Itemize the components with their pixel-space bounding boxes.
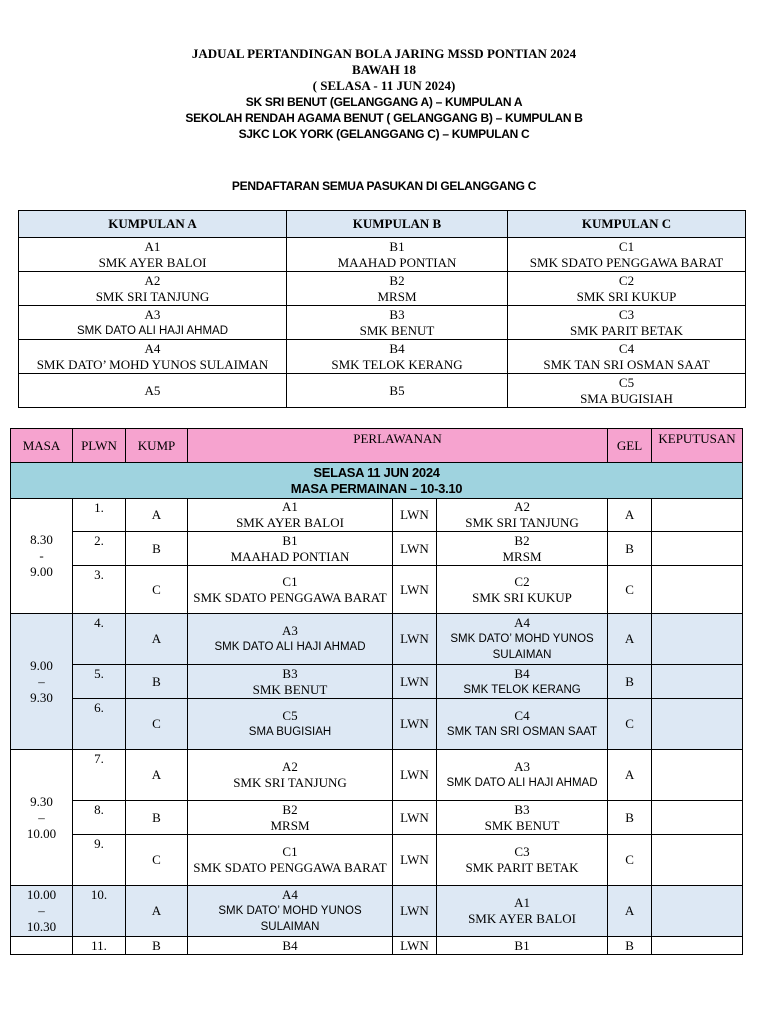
team1-cell [188,801,393,835]
time-slot-cell [11,499,73,614]
court-cell: C [608,835,652,886]
venue-line-b: SEKOLAH RENDAH AGAMA BENUT ( GELANGGANG B) – KUMPULAN B [185,111,583,125]
team2-name: SMK SRI TANJUNG [465,515,579,530]
team-code: A1 [144,238,161,254]
team1-code: A3 [282,623,298,638]
group-c-header: KUMPULAN C [508,211,746,238]
group-team-cell [19,272,287,306]
groups-header-row [19,211,746,238]
group-team-cell [287,340,508,374]
plwn-header: PLWN [73,429,126,463]
time-slot-text: – [38,809,45,825]
group-team-cell [508,238,746,272]
team2-code: C3 [514,844,530,859]
team2-cell [437,750,608,801]
team-code: C3 [618,306,635,322]
team1-cell [188,532,393,566]
groups-row [19,272,746,306]
team2-code: C4 [514,708,530,723]
day-banner [11,463,743,499]
team-name: SMK SRI TANJUNG [95,288,210,304]
match-number: 1. [73,499,126,532]
time-slot-text: - [39,548,44,563]
time-slot-cell [11,886,73,937]
match-group: B [126,801,188,835]
team2-name: SMK PARIT BETAK [465,860,579,875]
result-cell [652,886,743,937]
team-name: MRSM [377,288,417,304]
team-code: C4 [618,340,635,356]
match-row [11,886,743,937]
match-row [11,499,743,532]
team1-name: SMA BUGISIAH [248,726,332,738]
versus-label: LWN [393,699,437,750]
title-line-2: BAWAH 18 [352,62,416,77]
versus-label: LWN [393,886,437,937]
groups-row [19,340,746,374]
schedule-header-row [11,429,743,463]
match-row [11,532,743,566]
result-cell [652,665,743,699]
team2-name: MRSM [502,548,542,564]
team1-code: B2 [282,801,298,817]
team2-cell [437,699,608,750]
groups-row [19,306,746,340]
time-slot-text: 9.00 [30,564,53,579]
time-slot-text: 9.30 [30,793,53,809]
court-cell: C [608,566,652,614]
result-cell [652,801,743,835]
group-team-cell [508,374,746,408]
team2-code: C2 [514,573,530,589]
court-cell: A [608,614,652,665]
match-row [11,665,743,699]
match-row [11,835,743,886]
match-number: 2. [73,532,126,566]
groups-table [18,210,746,408]
match-group: A [126,614,188,665]
time-slot-cell [11,614,73,750]
keputusan-header: KEPUTUSAN [652,429,743,463]
team2-name: SMK SRI KUKUP [472,589,572,605]
match-group: B [126,937,188,955]
time-slot-text: 10.30 [26,919,57,934]
team-name: SMK PARIT BETAK [569,322,684,338]
versus-label: LWN [393,499,437,532]
gel-header: GEL [608,429,652,463]
title-line-1: JADUAL PERTANDINGAN BOLA JARING MSSD PONTIAN 2024 [191,46,577,61]
team1-cell [188,750,393,801]
team-code: B1 [389,238,405,254]
group-team-cell [287,306,508,340]
team2-cell [437,614,608,665]
time-slot-text: – [38,903,45,918]
team1-cell [188,614,393,665]
match-row [11,801,743,835]
day-banner-row [11,463,743,499]
time-slot-cell [11,937,73,955]
team1-name: SMK BENUT [252,681,328,697]
team-name: SMK DATO’ MOHD YUNOS SULAIMAN [36,356,269,372]
versus-label: LWN [393,532,437,566]
day-date: SELASA 11 JUN 2024 [313,464,440,480]
court-cell: B [608,532,652,566]
match-number: 4. [73,614,126,665]
team1-cell [188,665,393,699]
team1-cell [188,499,393,532]
group-team-cell [19,306,287,340]
team1-code: B4 [282,937,298,953]
group-team-cell [508,340,746,374]
venue-line-c: SJKC LOK YORK (GELANGGANG C) – KUMPULAN C [238,127,530,141]
team2-cell [437,835,608,886]
time-slot-text: 8.30 [30,532,53,547]
match-row [11,937,743,955]
court-cell: B [608,937,652,955]
match-number: 11. [73,937,126,955]
team1-name: SMK DATO’ MOHD YUNOS SULAIMAN [218,905,362,933]
match-number: 5. [73,665,126,699]
group-team-cell [508,306,746,340]
team2-cell [437,801,608,835]
time-slot-text: 10.00 [26,887,57,902]
team2-cell [437,566,608,614]
team-code: A2 [144,272,161,288]
team2-cell [437,532,608,566]
team-name: SMK SRI KUKUP [576,288,677,304]
versus-label: LWN [393,801,437,835]
team1-name: MRSM [270,817,310,833]
team-name: SMK BENUT [359,322,435,338]
team2-cell [437,665,608,699]
versus-label: LWN [393,665,437,699]
team-code: B2 [389,272,405,288]
group-b-header: KUMPULAN B [287,211,508,238]
match-row [11,566,743,614]
match-group: C [126,566,188,614]
team1-name: MAAHAD PONTIAN [230,548,350,564]
schedule-table [10,428,743,955]
masa-header: MASA [11,429,73,463]
team1-code: C1 [282,573,298,589]
team-code: B4 [389,340,405,356]
team2-name: SMK DATO’ MOHD YUNOS SULAIMAN [450,633,594,661]
team1-cell [188,937,393,955]
time-slot-text: 10.00 [26,825,57,841]
match-group: C [126,835,188,886]
team2-code: A2 [514,499,530,514]
team-code: C2 [618,272,635,288]
versus-label: LWN [393,566,437,614]
group-team-cell [508,272,746,306]
group-team-cell [287,238,508,272]
team2-cell [437,937,608,955]
team-code: B5 [389,382,405,398]
team-code: A4 [144,340,161,356]
team2-name: SMK TELOK KERANG [463,683,581,696]
match-group: C [126,699,188,750]
registration-note: PENDAFTARAN SEMUA PASUKAN DI GELANGGANG C [231,179,537,193]
team1-code: B1 [282,532,298,548]
team2-cell [437,499,608,532]
result-cell [652,566,743,614]
match-group: A [126,886,188,937]
group-team-cell [287,374,508,408]
result-cell [652,532,743,566]
team-name: SMK DATO ALI HAJI AHMAD [76,324,229,337]
team-code: C5 [618,374,635,390]
team1-code: A4 [282,887,298,902]
team1-name: SMK DATO ALI HAJI AHMAD [214,641,366,653]
kump-header: KUMP [126,429,188,463]
court-cell: C [608,699,652,750]
team2-code: B1 [514,937,530,953]
team1-code: B3 [282,665,298,681]
match-row [11,699,743,750]
team1-cell [188,886,393,937]
versus-label: LWN [393,750,437,801]
match-number: 9. [73,835,126,886]
team-code: A5 [144,382,161,398]
team2-name: SMK BENUT [484,817,560,833]
result-cell [652,499,743,532]
title-line-3: ( SELASA - 11 JUN 2024) [312,78,456,93]
document-header [0,46,768,142]
match-number: 10. [73,886,126,937]
group-team-cell [19,340,287,374]
time-slot-text: 9.30 [30,689,53,705]
match-group: A [126,499,188,532]
team1-code: C1 [282,844,298,859]
play-time: MASA PERMAINAN – 10-3.10 [290,480,463,496]
team-name: SMK TELOK KERANG [331,356,463,372]
team2-name: SMK TAN SRI OSMAN SAAT [446,726,598,738]
team1-cell [188,566,393,614]
venue-line-a: SK SRI BENUT (GELANGGANG A) – KUMPULAN A [245,95,523,109]
result-cell [652,699,743,750]
team-name: SMK TAN SRI OSMAN SAAT [543,356,710,372]
team1-code: A2 [282,759,298,774]
team1-name: SMK AYER BALOI [236,515,344,530]
result-cell [652,835,743,886]
time-slot-text: 9.00 [30,657,53,673]
result-cell [652,937,743,955]
team2-code: B2 [514,532,530,548]
team-name: MAAHAD PONTIAN [337,254,457,270]
result-cell [652,614,743,665]
team2-name: SMK DATO ALI HAJI AHMAD [446,777,598,789]
time-slot-cell [11,750,73,886]
team1-cell [188,835,393,886]
team-name: SMA BUGISIAH [580,390,673,406]
team1-name: SMK SDATO PENGGAWA BARAT [193,589,387,605]
team2-code: B4 [514,665,530,681]
time-slot-text: – [38,673,45,689]
match-number: 7. [73,750,126,801]
versus-label: LWN [393,614,437,665]
team1-name: SMK SRI TANJUNG [233,775,347,790]
team2-code: B3 [514,801,530,817]
team1-code: C5 [282,708,298,723]
court-cell: A [608,886,652,937]
group-team-cell [19,374,287,408]
match-number: 8. [73,801,126,835]
perlawanan-header: PERLAWANAN [188,429,608,463]
court-cell: B [608,665,652,699]
group-team-cell [287,272,508,306]
team-name: SMK AYER BALOI [98,254,207,270]
versus-label: LWN [393,937,437,955]
match-group: A [126,750,188,801]
court-cell: B [608,801,652,835]
versus-label: LWN [393,835,437,886]
match-group: B [126,665,188,699]
match-number: 6. [73,699,126,750]
match-row [11,750,743,801]
match-group: B [126,532,188,566]
court-cell: A [608,750,652,801]
team-name: SMK SDATO PENGGAWA BARAT [529,254,724,270]
team-code: B3 [389,306,405,322]
team1-cell [188,699,393,750]
group-team-cell [19,238,287,272]
team-code: C1 [618,238,635,254]
group-a-header: KUMPULAN A [19,211,287,238]
court-cell: A [608,499,652,532]
team1-code: A1 [282,499,298,514]
match-number: 3. [73,566,126,614]
team-code: A3 [144,306,161,322]
team1-name: SMK SDATO PENGGAWA BARAT [193,860,387,875]
team2-code: A3 [514,759,530,774]
match-row [11,614,743,665]
result-cell [652,750,743,801]
team2-cell [437,886,608,937]
team2-code: A4 [514,615,530,630]
groups-row [19,238,746,272]
team2-code: A1 [514,895,530,910]
team2-name: SMK AYER BALOI [468,911,576,926]
groups-row [19,374,746,408]
